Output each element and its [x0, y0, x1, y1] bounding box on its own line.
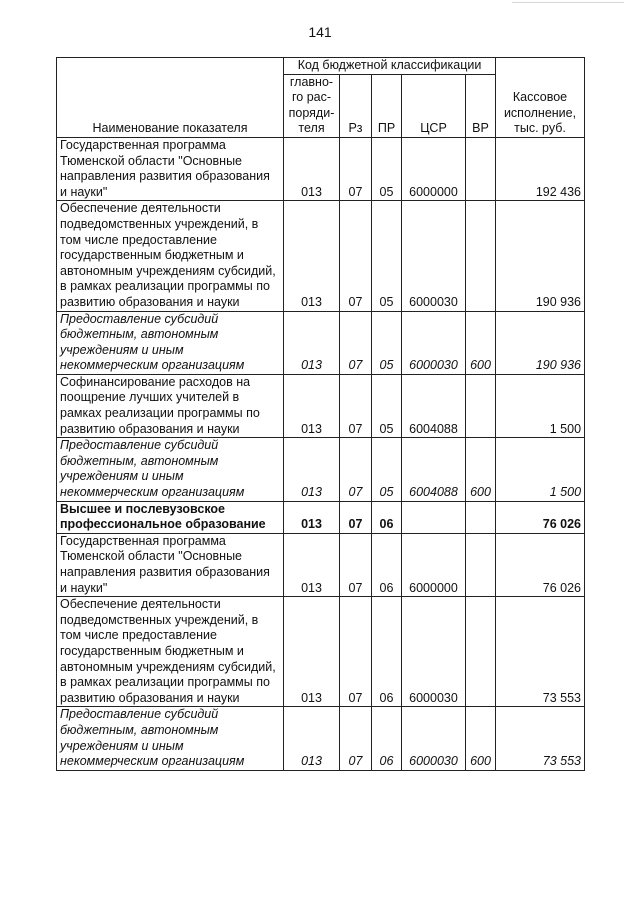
row-vr: 600 — [466, 707, 496, 770]
row-pr: 05 — [372, 438, 402, 501]
table-body — [57, 137, 585, 770]
row-name: Обеспечение деятельности подведомственных учреждений, в том числе предоставление государственным бюджетным и автономным учреждениям субсидий, в рамках реализации программы по развитию образования и науки — [57, 597, 284, 707]
row-amount: 73 553 — [496, 707, 585, 770]
row-glav: 013 — [284, 374, 340, 437]
row-pr: 05 — [372, 311, 402, 374]
table-row — [57, 137, 585, 200]
row-pr: 06 — [372, 533, 402, 596]
row-vr — [466, 533, 496, 596]
header-pr: ПР — [372, 74, 402, 137]
row-rz: 07 — [340, 201, 372, 311]
row-rz: 07 — [340, 533, 372, 596]
row-rz: 07 — [340, 311, 372, 374]
header-row-top — [57, 58, 585, 75]
row-vr: 600 — [466, 311, 496, 374]
row-pr: 05 — [372, 201, 402, 311]
row-amount: 1 500 — [496, 374, 585, 437]
row-csr: 6004088 — [402, 374, 466, 437]
row-glav: 013 — [284, 201, 340, 311]
table-row — [57, 438, 585, 501]
row-glav: 013 — [284, 311, 340, 374]
header-csr: ЦСР — [402, 74, 466, 137]
row-vr: 600 — [466, 438, 496, 501]
row-rz: 07 — [340, 707, 372, 770]
row-glav: 013 — [284, 597, 340, 707]
row-name: Предоставление субсидий бюджетным, автономным учреждениям и иным некоммерческим организациям — [57, 438, 284, 501]
header-glav: главно-го рас-поряди-теля — [284, 74, 340, 137]
row-amount: 1 500 — [496, 438, 585, 501]
row-glav: 013 — [284, 501, 340, 533]
row-glav: 013 — [284, 438, 340, 501]
table-row — [57, 374, 585, 437]
row-vr — [466, 137, 496, 200]
row-csr: 6000030 — [402, 201, 466, 311]
row-csr: 6000030 — [402, 597, 466, 707]
header-vr: ВР — [466, 74, 496, 137]
row-rz: 07 — [340, 597, 372, 707]
top-edge-line — [512, 2, 624, 3]
row-csr: 6000030 — [402, 311, 466, 374]
budget-table — [56, 57, 585, 771]
row-pr: 05 — [372, 374, 402, 437]
table-row — [57, 533, 585, 596]
row-name: Высшее и послевузовское профессиональное образование — [57, 501, 284, 533]
row-csr: 6000030 — [402, 707, 466, 770]
row-rz: 07 — [340, 137, 372, 200]
row-pr: 06 — [372, 597, 402, 707]
row-rz: 07 — [340, 374, 372, 437]
row-vr — [466, 501, 496, 533]
row-glav: 013 — [284, 707, 340, 770]
table-row — [57, 707, 585, 770]
row-pr: 06 — [372, 707, 402, 770]
row-name: Предоставление субсидий бюджетным, автономным учреждениям и иным некоммерческим организациям — [57, 707, 284, 770]
row-name: Обеспечение деятельности подведомственных учреждений, в том числе предоставление государственным бюджетным и автономным учреждениям субсидий, в рамках реализации программы по развитию образования и науки — [57, 201, 284, 311]
row-csr: 6004088 — [402, 438, 466, 501]
row-rz: 07 — [340, 438, 372, 501]
row-amount: 192 436 — [496, 137, 585, 200]
row-pr: 06 — [372, 501, 402, 533]
row-name: Софинансирование расходов на поощрение лучших учителей в рамках реализации программы по развитию образования и науки — [57, 374, 284, 437]
row-amount: 76 026 — [496, 501, 585, 533]
table-row — [57, 201, 585, 311]
row-name: Государственная программа Тюменской области "Основные направления развития образования и науки" — [57, 137, 284, 200]
row-rz: 07 — [340, 501, 372, 533]
row-vr — [466, 201, 496, 311]
row-name: Предоставление субсидий бюджетным, автономным учреждениям и иным некоммерческим организациям — [57, 311, 284, 374]
row-csr: 6000000 — [402, 533, 466, 596]
row-glav: 013 — [284, 137, 340, 200]
row-amount: 73 553 — [496, 597, 585, 707]
row-amount: 76 026 — [496, 533, 585, 596]
page-number: 141 — [308, 24, 332, 40]
row-pr: 05 — [372, 137, 402, 200]
row-glav: 013 — [284, 533, 340, 596]
header-code-group: Код бюджетной классификации — [284, 58, 496, 75]
row-amount: 190 936 — [496, 201, 585, 311]
row-amount: 190 936 — [496, 311, 585, 374]
table-row — [57, 311, 585, 374]
row-csr — [402, 501, 466, 533]
header-amount: Кассовое исполнение, тыс. руб. — [496, 58, 585, 138]
row-vr — [466, 374, 496, 437]
table-row — [57, 501, 585, 533]
row-csr: 6000000 — [402, 137, 466, 200]
header-rz: Рз — [340, 74, 372, 137]
table-row — [57, 597, 585, 707]
row-name: Государственная программа Тюменской области "Основные направления развития образования и науки" — [57, 533, 284, 596]
row-vr — [466, 597, 496, 707]
header-name: Наименование показателя — [57, 58, 284, 138]
